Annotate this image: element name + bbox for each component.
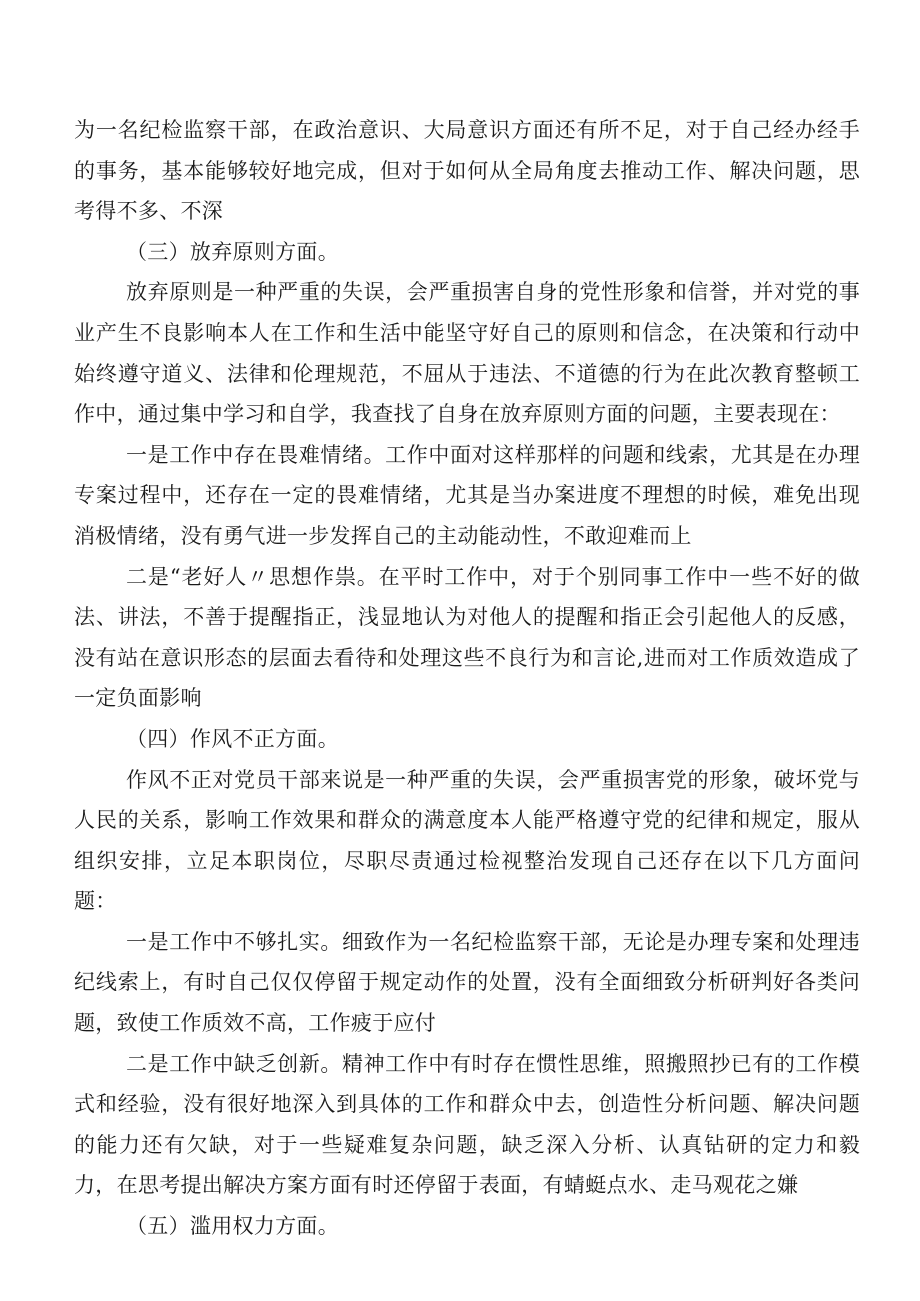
section-heading-3: （三）放弃原则方面。	[126, 239, 339, 264]
section-heading-5: （五）滥用权力方面。	[126, 1214, 339, 1239]
paragraph-style-point-2: 二是工作中缺乏创新。精神工作中有时存在惯性思维，照搬照抄已有的工作模式和经验，没有很好地深入到具体的工作和群众中去，创造性分析问题、解决问题的能力还有欠缺，对于一些疑难复杂问题，缺乏深入分析、认真钻研的定力和毅力，在思考提出解决方案方面有时还停留于表面，有蜻蜓点水、走马观花之嫌	[74, 1051, 860, 1198]
paragraph-style-overview: 作风不正对党员干部来说是一种严重的失误，会严重损害党的形象，破坏党与人民的关系，影响工作效果和群众的满意度本人能严格遵守党的纪律和规定，服从组织安排，立足本职岗位，尽职尽责通过检视整治发现自己还存在以下几方面问题：	[74, 767, 860, 914]
paragraph-intro-continued: 为一名纪检监察干部，在政治意识、大局意识方面还有所不足，对于自己经办经手的事务，基本能够较好地完成，但对于如何从全局角度去推动工作、解决问题，思考得不多、不深	[74, 118, 860, 224]
document-page	[74, 110, 860, 1247]
paragraph-style-point-1: 一是工作中不够扎实。细致作为一名纪检监察干部，无论是办理专案和处理违纪线索上，有时自己仅仅停留于规定动作的处置，没有全面细致分析研判好各类问题，致使工作质效不高，工作疲于应付	[74, 929, 860, 1036]
section-heading-4: （四）作风不正方面。	[126, 726, 339, 751]
paragraph-principle-overview: 放弃原则是一种严重的失误，会严重损害自身的党性形象和信誉，并对党的事业产生不良影响本人在工作和生活中能坚守好自己的原则和信念，在决策和行动中始终遵守道义、法律和伦理规范，不屈从于违法、不道德的行为在此次教育整顿工作中，通过集中学习和自学，我查找了自身在放弃原则方面的问题，主要表现在：	[74, 280, 860, 427]
paragraph-principle-point-2: 二是“老好人〃思想作祟。在平时工作中，对于个别同事工作中一些不好的做法、讲法，不善于提醒指正，浅显地认为对他人的提醒和指正会引起他人的反感，没有站在意识形态的层面去看待和处理这些不良行为和言论,进而对工作质效造成了一定负面影响	[74, 564, 860, 711]
paragraph-principle-point-1: 一是工作中存在畏难情绪。工作中面对这样那样的问题和线索，尤其是在办理专案过程中，还存在一定的畏难情绪，尤其是当办案进度不理想的时候，难免出现消极情绪，没有勇气进一步发挥自己的主动能动性，不敢迎难而上	[74, 442, 860, 548]
